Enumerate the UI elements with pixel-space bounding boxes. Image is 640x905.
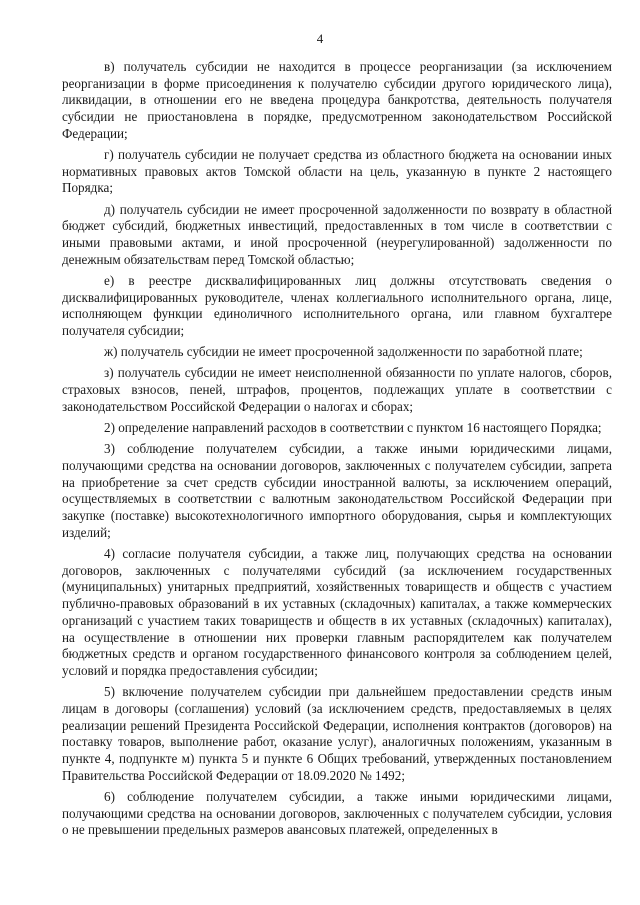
document-body — [62, 59, 612, 843]
paragraph-v: в) получатель субсидии не находится в процессе реорганизации (за исключением реорганизации в форме присоединения к получателю субсидии другого юридического лица), ликвидации, в отношении его не введена процедура банкротства, деятельность получателя субсидии не приостановлена в порядке, предусмотренном законодательством Российской Федерации; — [62, 59, 612, 141]
paragraph-e: е) в реестре дисквалифицированных лиц должны отсутствовать сведения о дисквалифицированных руководителе, членах коллегиального исполнительного органа, лице, исполняющем функции единоличного исполнительного органа, или главном бухгалтере получателя субсидии; — [62, 272, 612, 339]
paragraph-3: 3) соблюдение получателем субсидии, а также иными юридическими лицами, получающими средства на основании договоров, заключенных с получателем субсидии, запрета на приобретение за счет средств субсидии иностранной валюты, за исключением операций, осуществляемых в соответствии с валютным законодательством Российской Федерации при закупке (поставке) высокотехнологичного импортного оборудования, сырья и комплектующих изделий; — [62, 441, 612, 540]
page-number: 4 — [316, 31, 324, 46]
paragraph-4: 4) согласие получателя субсидии, а также лиц, получающих средства на основании договоров, заключенных с получателями субсидий (за исключением государственных (муниципальных) унитарных предприятий, хозяйственных товариществ и обществ с участием публично-правовых образований в их уставных (складочных) капиталах, а также коммерческих организаций с участием таких товариществ и обществ в их уставных (складочных) капиталах), на осуществление в отношении них проверки главным распорядителем как получателем бюджетных средств и органом государственного финансового контроля за соблюдением целей, условий и порядка предоставления субсидии; — [62, 545, 612, 678]
paragraph-d: д) получатель субсидии не имеет просроченной задолженности по возврату в областной бюджет субсидий, бюджетных инвестиций, предоставленных в том числе в соответствии с иными правовыми актами, и иной просроченной (неурегулированной) задолженности по денежным обязательствам перед Томской областью; — [62, 201, 612, 267]
paragraph-z: з) получатель субсидии не имеет неисполненной обязанности по уплате налогов, сборов, страховых взносов, пеней, штрафов, процентов, подлежащих уплате в соответствии с законодательством Российской Федерации о налогах и сборах; — [62, 365, 612, 414]
paragraph-5: 5) включение получателем субсидии при дальнейшем предоставлении средств иным лицам в договоры (соглашения) условий (за исключением средств, предоставляемых в целях реализации решений Президента Российской Федерации, исполнения контрактов (договоров) на поставку товаров, выполнение работ, оказание услуг), аналогичных положениям, указанным в пункте 4, подпункте м) пункта 5 и пункте 6 Общих требований, утвержденных постановлением Правительства Российской Федерации от 18.09.2020 № 1492; — [62, 684, 612, 783]
paragraph-zh: ж) получатель субсидии не имеет просроченной задолженности по заработной плате; — [104, 344, 583, 360]
paragraph-2: 2) определение направлений расходов в соответствии с пунктом 16 настоящего Порядка; — [104, 420, 602, 436]
paragraph-g: г) получатель субсидии не получает средства из областного бюджета на основании иных нормативных правовых актов Томской области на цель, указанную в пункте 2 настоящего Порядка; — [62, 147, 612, 196]
paragraph-6: 6) соблюдение получателем субсидии, а также иными юридическими лицами, получающими средства на основании договоров, заключенных с получателем субсидии, условия о не превышении предельных размеров авансовых платежей, определенных в — [62, 788, 612, 838]
